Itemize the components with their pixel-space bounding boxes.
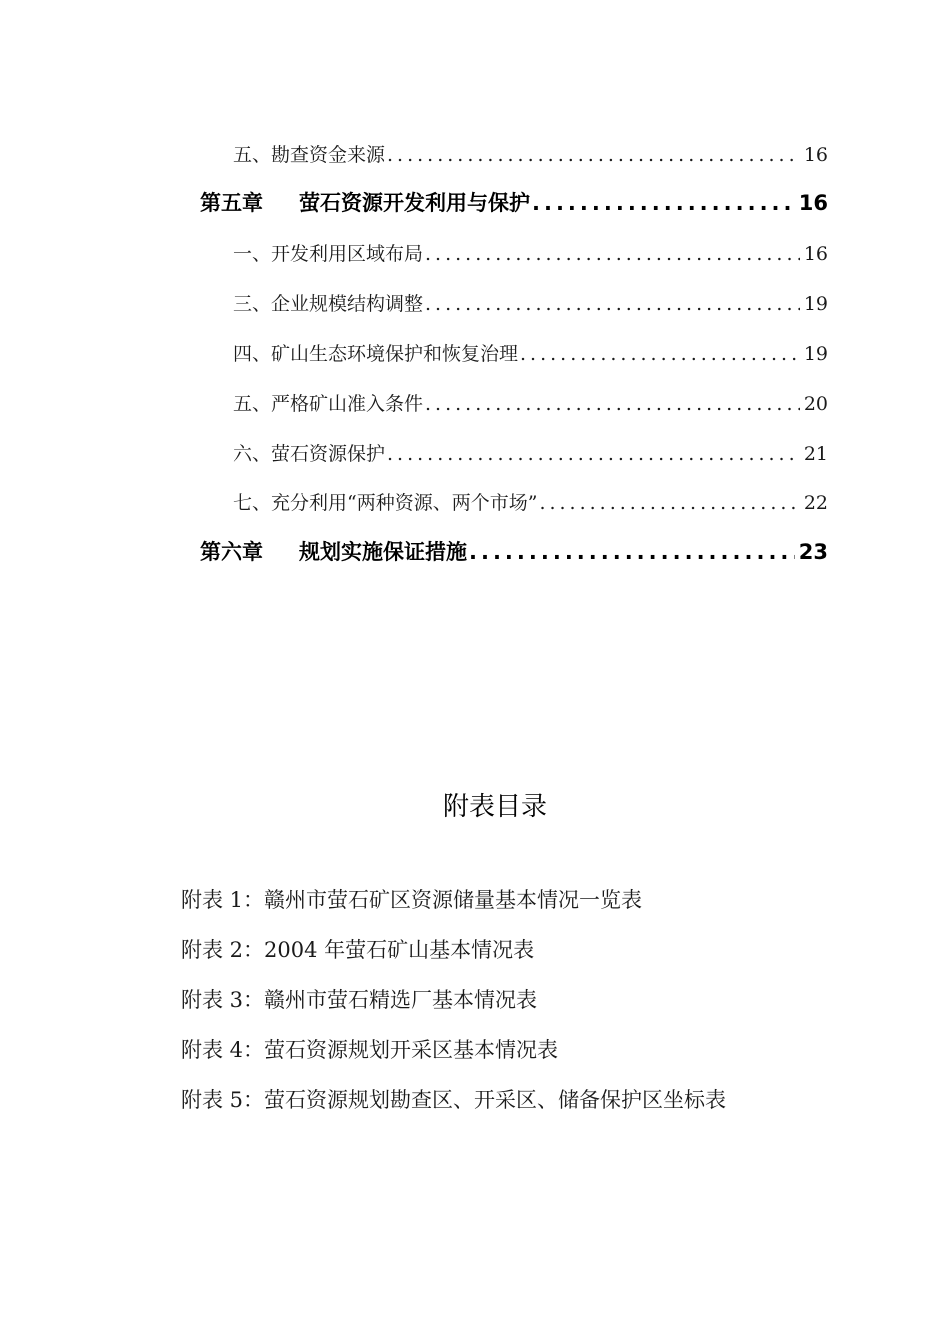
toc-page-number: 20 (803, 393, 828, 415)
dot-leader (387, 144, 800, 166)
toc-entry[interactable] (233, 389, 828, 416)
chapter-title: 萤石资源开发利用与保护 (299, 191, 530, 215)
toc-entry-label: 五、勘查资金来源 (233, 144, 386, 166)
toc-entry[interactable] (233, 289, 828, 316)
appendix-item[interactable]: 附表 3：赣州市萤石精选厂基本情况表 (181, 988, 538, 1012)
dot-leader (469, 540, 795, 564)
toc-page-number: 22 (803, 492, 828, 514)
toc-entry[interactable] (233, 488, 828, 515)
dot-leader (539, 492, 799, 514)
chapter-title: 规划实施保证措施 (299, 540, 467, 564)
dot-leader (425, 293, 800, 315)
toc-entry[interactable] (233, 339, 828, 366)
appendix-title: 附表目录 (442, 792, 547, 822)
appendix-item[interactable]: 附表 2：2004 年萤石矿山基本情况表 (181, 938, 535, 962)
toc-chapter-5[interactable] (200, 187, 828, 217)
chapter-number: 第六章 (200, 540, 263, 564)
toc-page-number: 16 (798, 191, 828, 215)
toc-page-number: 16 (803, 243, 828, 265)
dot-leader (520, 343, 800, 365)
toc-entry-label: 四、矿山生态环境保护和恢复治理 (233, 343, 519, 365)
toc-entry-label: 七、充分利用“两种资源、两个市场” (233, 492, 538, 514)
dot-leader (425, 243, 800, 265)
appendix-item[interactable]: 附表 1：赣州市萤石矿区资源储量基本情况一览表 (181, 888, 643, 912)
toc-page-number: 21 (803, 443, 828, 465)
toc-entry-label: 六、萤石资源保护 (233, 443, 386, 465)
dot-leader (532, 191, 795, 215)
appendix-item[interactable]: 附表 4：萤石资源规划开采区基本情况表 (181, 1038, 559, 1062)
toc-page-number: 16 (803, 144, 828, 166)
toc-entry[interactable] (233, 239, 828, 266)
toc-page-number: 23 (798, 540, 828, 564)
toc-entry-label: 三、企业规模结构调整 (233, 293, 424, 315)
toc-entry-label: 五、严格矿山准入条件 (233, 393, 424, 415)
toc-entry[interactable] (233, 140, 828, 167)
appendix-item[interactable]: 附表 5：萤石资源规划勘查区、开采区、储备保护区坐标表 (181, 1088, 727, 1112)
toc-entry-label: 一、开发利用区域布局 (233, 243, 424, 265)
toc-chapter-6[interactable] (200, 536, 828, 566)
toc-page-number: 19 (803, 343, 828, 365)
dot-leader (425, 393, 800, 415)
dot-leader (387, 443, 800, 465)
toc-entry[interactable] (233, 439, 828, 466)
chapter-number: 第五章 (200, 191, 263, 215)
toc-page-number: 19 (803, 293, 828, 315)
